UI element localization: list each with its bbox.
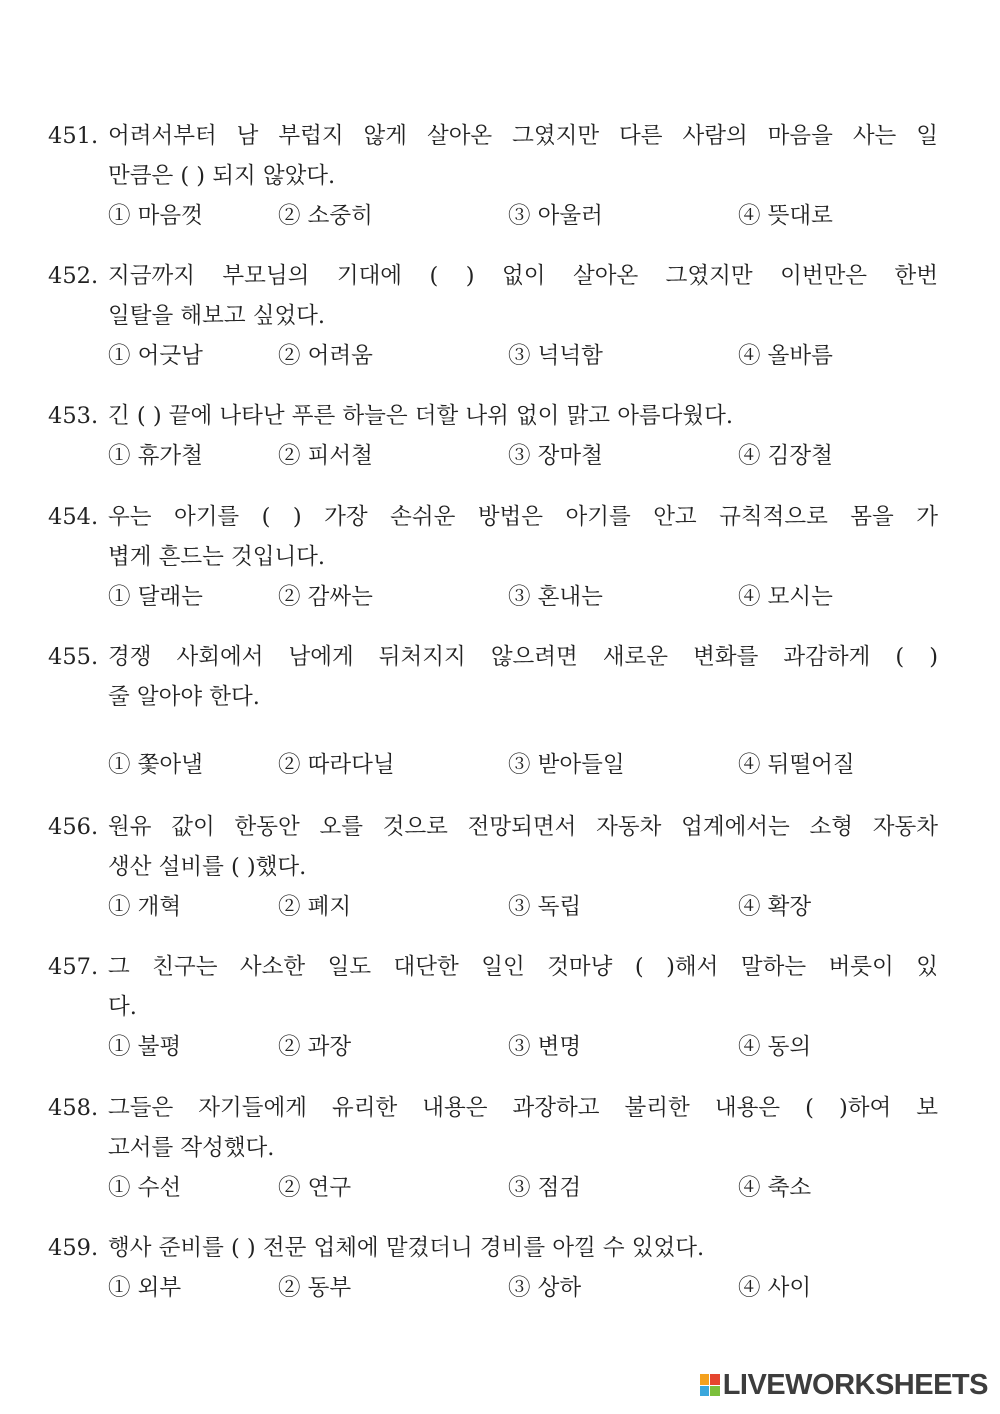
answer-options (108, 577, 938, 617)
question-458 (48, 1088, 938, 1208)
question-text-continued: 일탈을 해보고 싶었다. (108, 303, 326, 329)
option-1[interactable]: ① 마음껏 (108, 203, 203, 229)
option-3[interactable]: ③ 상하 (508, 1275, 582, 1301)
question-number: 453. (48, 403, 99, 429)
question-number: 456. (48, 814, 99, 840)
option-3[interactable]: ③ 아울러 (508, 203, 603, 229)
question-text-continued: 생산 설비를 ( )했다. (108, 854, 307, 880)
option-1[interactable]: ① 수선 (108, 1175, 182, 1201)
badge-cell (710, 1374, 720, 1385)
option-3[interactable]: ③ 혼내는 (508, 584, 603, 610)
badge-cell (700, 1386, 710, 1397)
option-2[interactable]: ② 어려움 (278, 343, 373, 369)
option-2[interactable]: ② 감싸는 (278, 584, 373, 610)
option-2[interactable]: ② 피서철 (278, 443, 373, 469)
answer-options (108, 1027, 938, 1067)
option-4[interactable]: ④ 뒤떨어질 (738, 752, 855, 778)
liveworksheets-badge-icon (700, 1374, 720, 1396)
answer-options (108, 196, 938, 236)
badge-cell (710, 1386, 720, 1397)
option-3[interactable]: ③ 변명 (508, 1034, 582, 1060)
option-4[interactable]: ④ 확장 (738, 894, 812, 920)
answer-options (108, 336, 938, 376)
question-text: 원유 값이 한동안 오를 것으로 전망되면서 자동차 업계에서는 소형 자동차 (108, 814, 938, 840)
question-text: 경쟁 사회에서 남에게 뒤처지지 않으려면 새로운 변화를 과감하게 ( ) (108, 644, 938, 670)
question-text: 어려서부터 남 부럽지 않게 살아온 그였지만 다른 사람의 마음을 사는 일 (108, 123, 938, 149)
option-4[interactable]: ④ 동의 (738, 1034, 812, 1060)
option-2[interactable]: ② 소중히 (278, 203, 373, 229)
answer-options (108, 1268, 938, 1308)
option-2[interactable]: ② 동부 (278, 1275, 352, 1301)
question-451 (48, 116, 938, 236)
option-4[interactable]: ④ 뜻대로 (738, 203, 833, 229)
option-1[interactable]: ① 외부 (108, 1275, 182, 1301)
question-text-continued: 고서를 작성했다. (108, 1135, 275, 1161)
option-3[interactable]: ③ 독립 (508, 894, 582, 920)
answer-options (108, 887, 938, 927)
liveworksheets-logo (700, 1370, 988, 1400)
question-text: 행사 준비를 ( ) 전문 업체에 맡겼더니 경비를 아낄 수 있었다. (108, 1235, 705, 1261)
option-3[interactable]: ③ 장마철 (508, 443, 603, 469)
badge-cell (700, 1374, 710, 1385)
question-text: 그 친구는 사소한 일도 대단한 일인 것마냥 ( )해서 말하는 버릇이 있 (108, 954, 938, 980)
option-1[interactable]: ① 불평 (108, 1034, 182, 1060)
option-3[interactable]: ③ 점검 (508, 1175, 582, 1201)
option-4[interactable]: ④ 사이 (738, 1275, 812, 1301)
question-453 (48, 396, 938, 476)
question-text-continued: 다. (108, 994, 137, 1020)
option-4[interactable]: ④ 축소 (738, 1175, 812, 1201)
option-1[interactable]: ① 휴가철 (108, 443, 203, 469)
question-452 (48, 256, 938, 376)
question-456 (48, 807, 938, 927)
answer-options (108, 1168, 938, 1208)
option-2[interactable]: ② 과장 (278, 1034, 352, 1060)
question-number: 455. (48, 644, 99, 670)
question-text: 지금까지 부모님의 기대에 ( ) 없이 살아온 그였지만 이번만은 한번 (108, 263, 938, 289)
question-text: 우는 아기를 ( ) 가장 손쉬운 방법은 아기를 안고 규칙적으로 몸을 가 (108, 504, 938, 530)
question-number: 451. (48, 123, 99, 149)
question-455 (48, 637, 938, 785)
answer-options (108, 745, 938, 785)
question-text-continued: 줄 알아야 한다. (108, 684, 260, 710)
question-text: 그들은 자기들에게 유리한 내용은 과장하고 불리한 내용은 ( )하여 보 (108, 1095, 938, 1121)
liveworksheets-wordmark: LIVEWORKSHEETS (722, 1368, 988, 1401)
option-2[interactable]: ② 따라다닐 (278, 752, 395, 778)
question-text: 긴 ( ) 끝에 나타난 푸른 하늘은 더할 나위 없이 맑고 아름다웠다. (108, 403, 734, 429)
option-4[interactable]: ④ 김장철 (738, 443, 833, 469)
option-1[interactable]: ① 달래는 (108, 584, 203, 610)
option-3[interactable]: ③ 넉넉함 (508, 343, 603, 369)
option-3[interactable]: ③ 받아들일 (508, 752, 625, 778)
question-457 (48, 947, 938, 1067)
question-454 (48, 497, 938, 617)
question-number: 452. (48, 263, 99, 289)
question-number: 459. (48, 1235, 99, 1261)
option-2[interactable]: ② 폐지 (278, 894, 352, 920)
answer-options (108, 436, 938, 476)
option-1[interactable]: ① 개혁 (108, 894, 182, 920)
question-number: 454. (48, 504, 99, 530)
question-number: 458. (48, 1095, 99, 1121)
question-459 (48, 1228, 938, 1308)
option-4[interactable]: ④ 모시는 (738, 584, 833, 610)
question-text-continued: 만큼은 ( ) 되지 않았다. (108, 163, 336, 189)
question-text-continued: 볍게 흔드는 것입니다. (108, 544, 326, 570)
option-1[interactable]: ① 어긋남 (108, 343, 203, 369)
option-4[interactable]: ④ 올바름 (738, 343, 833, 369)
option-1[interactable]: ① 쫓아낼 (108, 752, 203, 778)
question-number: 457. (48, 954, 99, 980)
option-2[interactable]: ② 연구 (278, 1175, 352, 1201)
